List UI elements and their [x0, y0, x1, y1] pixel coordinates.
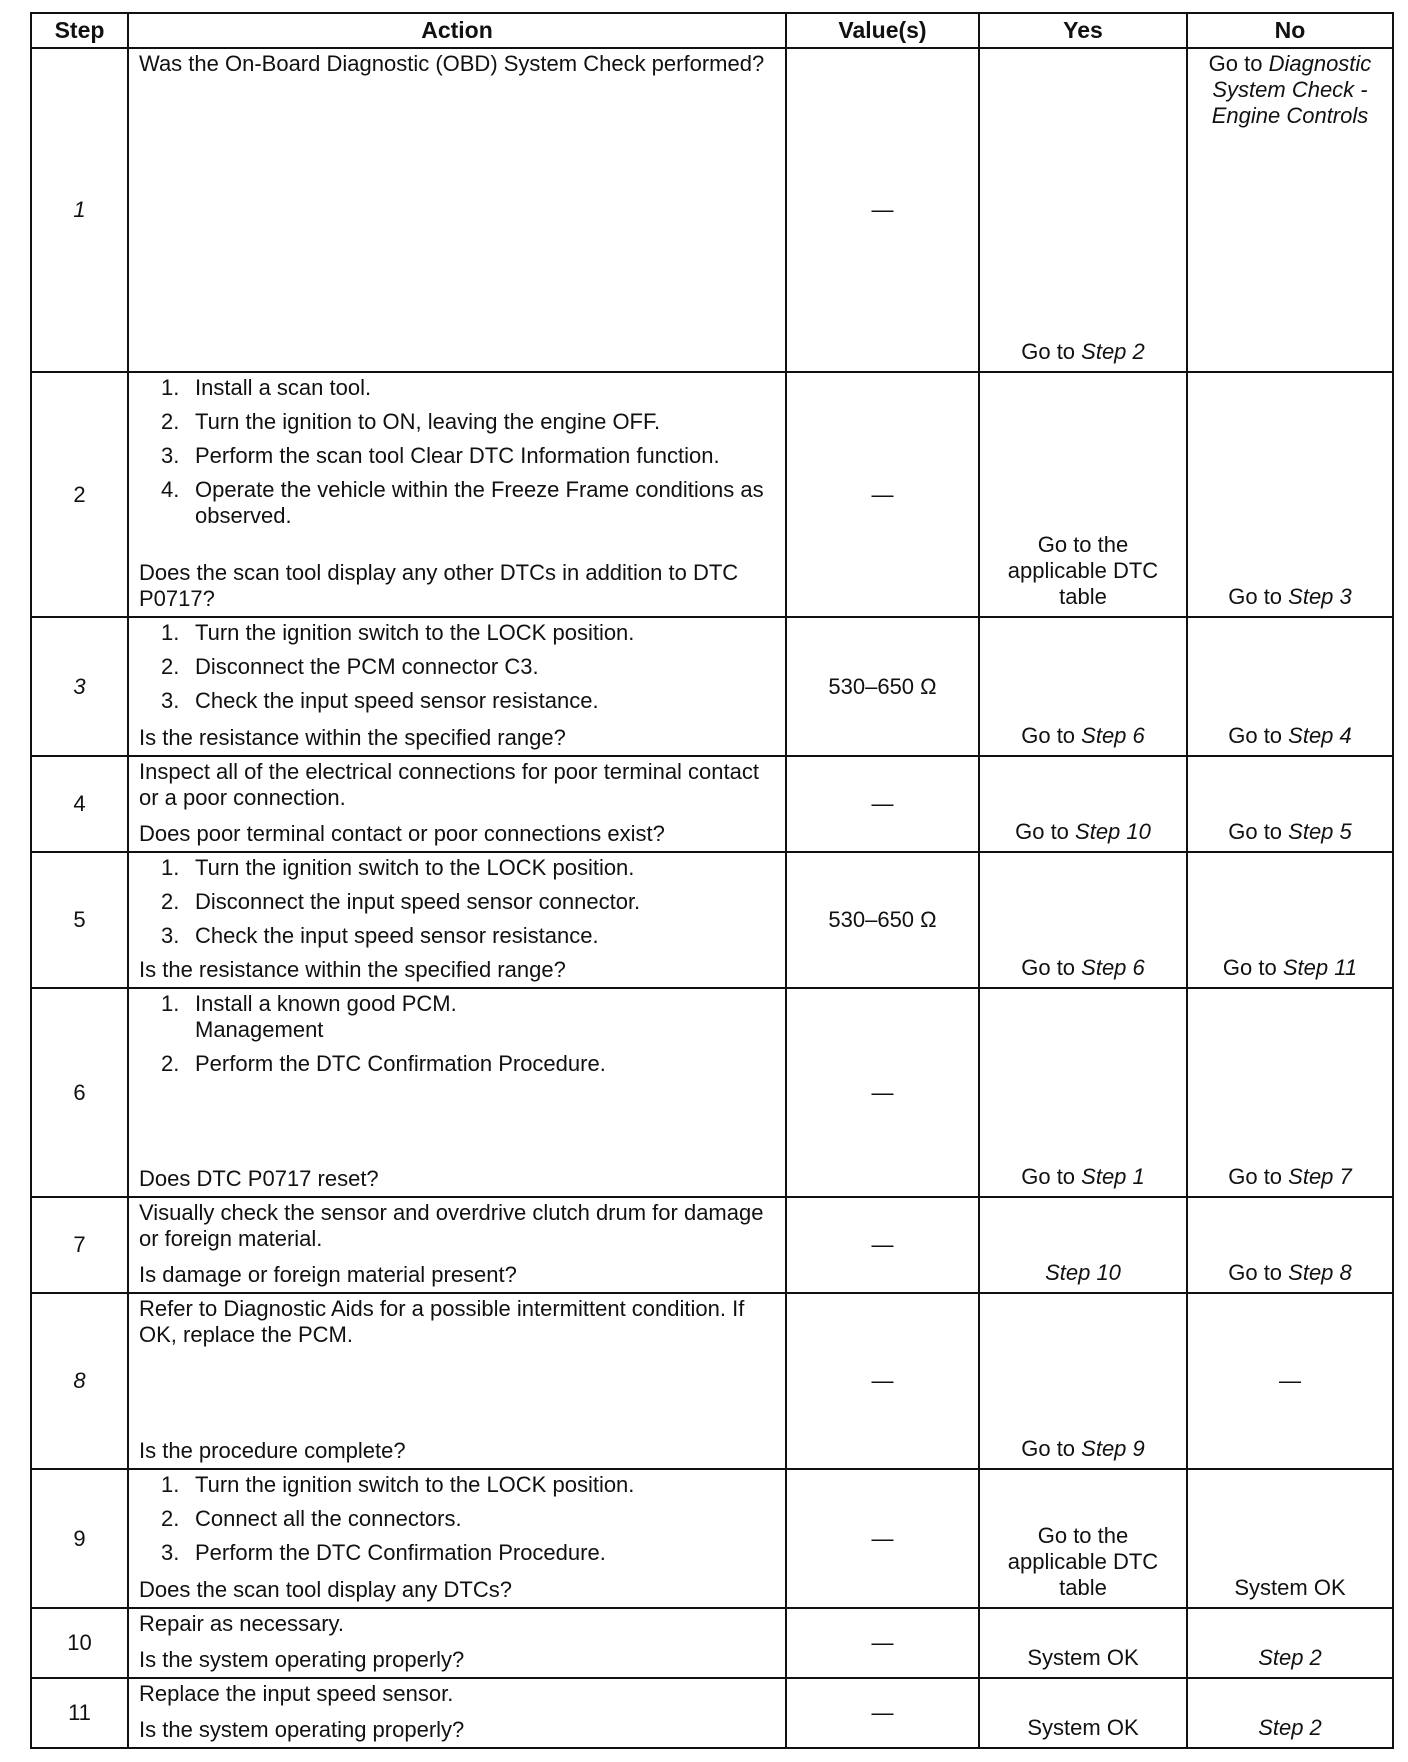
yes-step-ref: Step 6 [1081, 955, 1145, 980]
no-cell [1187, 372, 1393, 617]
list-item [139, 855, 775, 881]
table-row [31, 1608, 1393, 1678]
item-number: 3. [161, 443, 180, 468]
no-cell: — [1187, 1293, 1393, 1469]
step-number: 8 [31, 1293, 128, 1469]
step-number: 9 [31, 1469, 128, 1608]
yes-cell: System OK [979, 1608, 1187, 1678]
question-text: Is the system operating properly? [139, 1647, 465, 1672]
action-cell [128, 1197, 786, 1293]
yes-step-ref: Step 6 [1081, 723, 1145, 748]
table-row [31, 1293, 1393, 1469]
header-no: No [1187, 13, 1393, 48]
action-cell [128, 1608, 786, 1678]
action-cell [128, 988, 786, 1197]
no-cell [1187, 852, 1393, 988]
list-item [139, 1506, 775, 1532]
list-item [139, 443, 775, 469]
yes-step-ref: Step 2 [1081, 339, 1145, 364]
value-cell: — [786, 48, 979, 372]
yes-step-ref: Step 10 [1045, 1260, 1121, 1285]
item-text: Turn the ignition switch to the LOCK position. [195, 1472, 635, 1497]
diagnostic-table-page [30, 12, 1392, 1749]
list-item [139, 889, 775, 915]
question-text: Is the resistance within the specified range? [139, 725, 566, 750]
no-cell [1187, 1678, 1393, 1748]
item-text: Connect all the connectors. [195, 1506, 462, 1531]
action-text: Visually check the sensor and overdrive clutch drum for damage or foreign material. [139, 1200, 764, 1251]
no-cell [1187, 48, 1393, 372]
value-cell: — [786, 1469, 979, 1608]
action-cell [128, 1293, 786, 1469]
action-cell [128, 1678, 786, 1748]
no-step-ref: Step 2 [1258, 1715, 1322, 1740]
item-number: 1. [161, 375, 180, 400]
action-text: Repair as necessary. [139, 1611, 345, 1636]
table-row [31, 756, 1393, 852]
item-text: Install a known good PCM. [195, 991, 457, 1016]
action-steps [139, 620, 775, 714]
item-text: Check the input speed sensor resistance. [195, 688, 599, 713]
header-action: Action [128, 13, 786, 48]
no-step-ref: Step 4 [1288, 723, 1352, 748]
no-cell [1187, 988, 1393, 1197]
item-number: 1. [161, 620, 180, 645]
step-number: 6 [31, 988, 128, 1197]
question-text: Is damage or foreign material present? [139, 1262, 517, 1287]
action-text: Refer to Diagnostic Aids for a possible intermittent condition. If OK, replace the PCM. [139, 1296, 745, 1347]
value-cell: — [786, 756, 979, 852]
yes-prefix: Go to [1021, 339, 1082, 364]
item-number: 2. [161, 409, 180, 434]
yes-cell [979, 48, 1187, 372]
item-number: 1. [161, 1472, 180, 1497]
item-text: Turn the ignition switch to the LOCK position. [195, 620, 635, 645]
table-row [31, 1197, 1393, 1293]
yes-cell [979, 988, 1187, 1197]
list-item [139, 688, 775, 714]
item-text: Disconnect the input speed sensor connector. [195, 889, 641, 914]
step-number: 10 [31, 1608, 128, 1678]
item-text: Operate the vehicle within the Freeze Frame conditions as observed. [195, 477, 764, 528]
no-cell [1187, 617, 1393, 756]
item-number: 2. [161, 1506, 180, 1531]
no-step-ref: Step 3 [1288, 584, 1352, 609]
yes-prefix: Go to [1021, 955, 1082, 980]
step-number: 7 [31, 1197, 128, 1293]
yes-cell [979, 1293, 1187, 1469]
yes-prefix: Go to [1021, 1436, 1082, 1461]
question-text: Does DTC P0717 reset? [139, 1166, 379, 1191]
question-text: Is the resistance within the specified range? [139, 957, 566, 982]
item-number: 2. [161, 1051, 180, 1076]
table-row [31, 48, 1393, 372]
action-steps [139, 1472, 775, 1566]
yes-cell [979, 756, 1187, 852]
no-cell [1187, 756, 1393, 852]
item-text: Perform the scan tool Clear DTC Information function. [195, 443, 720, 468]
list-item [139, 477, 775, 529]
value-cell: — [786, 1293, 979, 1469]
no-prefix: Go to [1228, 819, 1289, 844]
action-steps [139, 375, 775, 529]
question-text: Does the scan tool display any other DTCs in addition to DTC P0717? [139, 560, 739, 611]
action-cell [128, 372, 786, 617]
step-number: 4 [31, 756, 128, 852]
yes-cell [979, 617, 1187, 756]
yes-prefix: Go to [1015, 819, 1076, 844]
no-prefix: Go to [1208, 51, 1269, 76]
item-text: Check the input speed sensor resistance. [195, 923, 599, 948]
item-number: 4. [161, 477, 180, 502]
item-text: Perform the DTC Confirmation Procedure. [195, 1540, 606, 1565]
no-step-ref: Diagnostic System Check - Engine Controls [1211, 51, 1372, 128]
list-item [139, 1051, 775, 1077]
item-text: Turn the ignition switch to the LOCK position. [195, 855, 635, 880]
no-cell [1187, 1608, 1393, 1678]
list-item [139, 375, 775, 401]
step-number: 2 [31, 372, 128, 617]
value-cell: — [786, 1197, 979, 1293]
header-yes: Yes [979, 13, 1187, 48]
yes-cell: System OK [979, 1678, 1187, 1748]
list-item [139, 620, 775, 646]
yes-cell: Go to the applicable DTC table [979, 372, 1187, 617]
list-item [139, 1540, 775, 1566]
value-cell: — [786, 1678, 979, 1748]
action-cell [128, 1469, 786, 1608]
no-step-ref: Step 11 [1282, 955, 1358, 980]
no-prefix: Go to [1228, 1164, 1289, 1189]
step-number: 3 [31, 617, 128, 756]
item-text: Disconnect the PCM connector C3. [195, 654, 539, 679]
action-text: Replace the input speed sensor. [139, 1681, 454, 1706]
header-step: Step [31, 13, 128, 48]
question-text: Does poor terminal contact or poor connections exist? [139, 821, 665, 846]
no-prefix: Go to [1228, 1260, 1289, 1285]
no-step-ref: Step 7 [1288, 1164, 1352, 1189]
yes-cell: Go to the applicable DTC table [979, 1469, 1187, 1608]
item-number: 2. [161, 889, 180, 914]
yes-prefix: Go to [1021, 723, 1082, 748]
no-prefix: Go to [1228, 584, 1289, 609]
list-item [139, 409, 775, 435]
question-text: Is the system operating properly? [139, 1717, 465, 1742]
no-prefix: Go to [1228, 723, 1289, 748]
item-text: Turn the ignition to ON, leaving the engine OFF. [195, 409, 661, 434]
no-prefix: Go to [1222, 955, 1283, 980]
value-cell: 530–650 Ω [786, 852, 979, 988]
item-number: 3. [161, 923, 180, 948]
value-cell: 530–650 Ω [786, 617, 979, 756]
table-row [31, 1469, 1393, 1608]
table-row [31, 852, 1393, 988]
table-row [31, 1678, 1393, 1748]
yes-cell [979, 1197, 1187, 1293]
list-item [139, 1472, 775, 1498]
item-text: Install a scan tool. [195, 375, 372, 400]
item-text: Perform the DTC Confirmation Procedure. [195, 1051, 606, 1076]
question-text: Does the scan tool display any DTCs? [139, 1577, 512, 1602]
item-subtext: Management [195, 1017, 324, 1042]
action-steps [139, 991, 775, 1077]
yes-cell [979, 852, 1187, 988]
action-cell [128, 617, 786, 756]
diagnostic-table [30, 12, 1394, 1749]
item-number: 1. [161, 991, 180, 1016]
list-item [139, 991, 775, 1043]
yes-step-ref: Step 9 [1081, 1436, 1145, 1461]
step-number: 1 [31, 48, 128, 372]
action-cell [128, 852, 786, 988]
value-cell: — [786, 1608, 979, 1678]
table-row [31, 988, 1393, 1197]
action-text: Was the On-Board Diagnostic (OBD) System Check performed? [139, 51, 765, 76]
step-number: 5 [31, 852, 128, 988]
item-number: 2. [161, 654, 180, 679]
step-number: 11 [31, 1678, 128, 1748]
item-number: 3. [161, 688, 180, 713]
table-row [31, 617, 1393, 756]
table-row [31, 372, 1393, 617]
header-values: Value(s) [786, 13, 979, 48]
no-step-ref: Step 8 [1288, 1260, 1352, 1285]
no-cell: System OK [1187, 1469, 1393, 1608]
no-cell [1187, 1197, 1393, 1293]
no-step-ref: Step 2 [1258, 1645, 1322, 1670]
header-row [31, 13, 1393, 48]
value-cell: — [786, 372, 979, 617]
action-cell [128, 48, 786, 372]
action-text: Inspect all of the electrical connections for poor terminal contact or a poor connection. [139, 759, 759, 810]
action-steps [139, 855, 775, 949]
item-number: 3. [161, 1540, 180, 1565]
yes-step-ref: Step 1 [1081, 1164, 1145, 1189]
yes-step-ref: Step 10 [1075, 819, 1151, 844]
yes-prefix: Go to [1021, 1164, 1082, 1189]
value-cell: — [786, 988, 979, 1197]
item-number: 1. [161, 855, 180, 880]
question-text: Is the procedure complete? [139, 1438, 406, 1463]
list-item [139, 923, 775, 949]
no-step-ref: Step 5 [1288, 819, 1352, 844]
list-item [139, 654, 775, 680]
action-cell [128, 756, 786, 852]
